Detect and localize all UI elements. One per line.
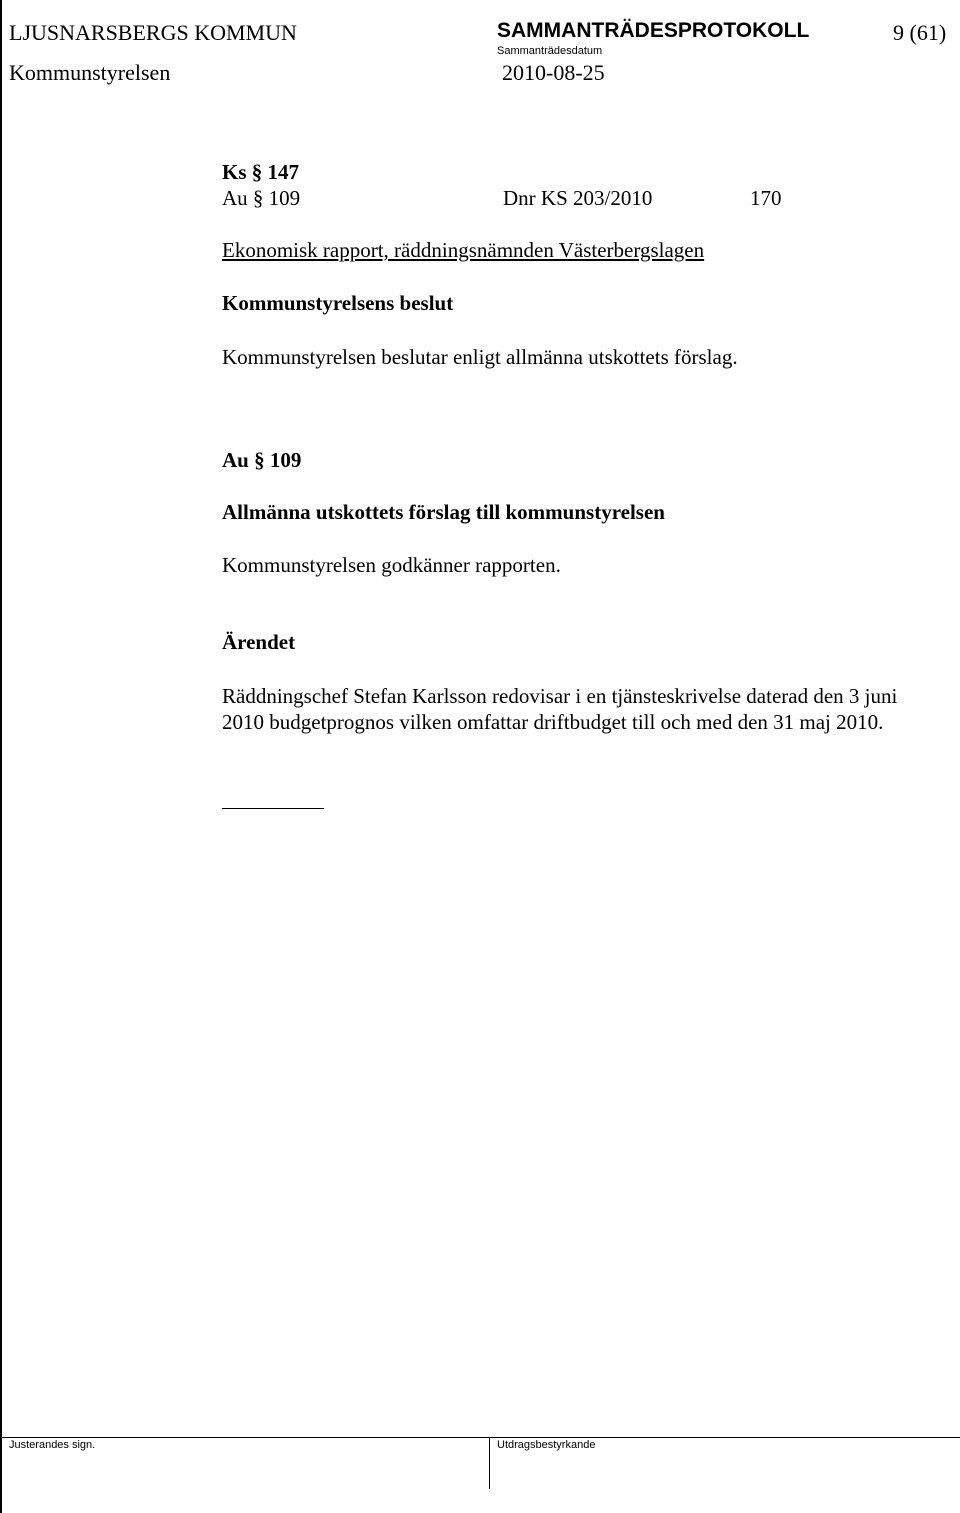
certification-label: Utdragsbestyrkande: [497, 1439, 596, 1451]
au-proposal-heading: Allmänna utskottets förslag till kommunstyrelsen: [222, 500, 665, 524]
committee-name: Kommunstyrelsen: [9, 60, 171, 85]
left-margin-rule: [0, 0, 2, 1513]
au-paragraph-number: Au § 109: [222, 186, 301, 210]
organization-name: LJUSNARSBERGS KOMMUN: [9, 20, 297, 45]
ks-decision-text: Kommunstyrelsen beslutar enligt allmänna utskottets förslag.: [222, 345, 738, 369]
document-type: SAMMANTRÄDESPROTOKOLL: [497, 19, 810, 42]
au-proposal-text: Kommunstyrelsen godkänner rapporten.: [222, 553, 561, 577]
date-label: Sammanträdesdatum: [497, 45, 603, 57]
end-rule: [222, 808, 324, 809]
matter-text: Räddningschef Stefan Karlsson redovisar i en tjänsteskrivelse daterad den 3 juni 2010 budgetprognos vilken omfattar driftbudget till och med den 31 maj 2010.: [222, 684, 898, 734]
meeting-date: 2010-08-25: [502, 60, 605, 85]
footer-rule: [0, 1437, 960, 1438]
footer-divider: [489, 1437, 490, 1489]
reference-number: 170: [750, 186, 782, 210]
ks-decision-heading: Kommunstyrelsens beslut: [222, 291, 454, 315]
diary-number: Dnr KS 203/2010: [503, 186, 653, 210]
page-number: 9 (61): [893, 20, 947, 45]
case-subject: Ekonomisk rapport, räddningsnämnden Västerbergslagen: [222, 238, 705, 262]
signature-label: Justerandes sign.: [9, 1439, 96, 1451]
ks-paragraph-number: Ks § 147: [222, 160, 300, 184]
au-proposal-paragraph: Au § 109: [222, 448, 302, 472]
matter-heading: Ärendet: [222, 630, 296, 654]
